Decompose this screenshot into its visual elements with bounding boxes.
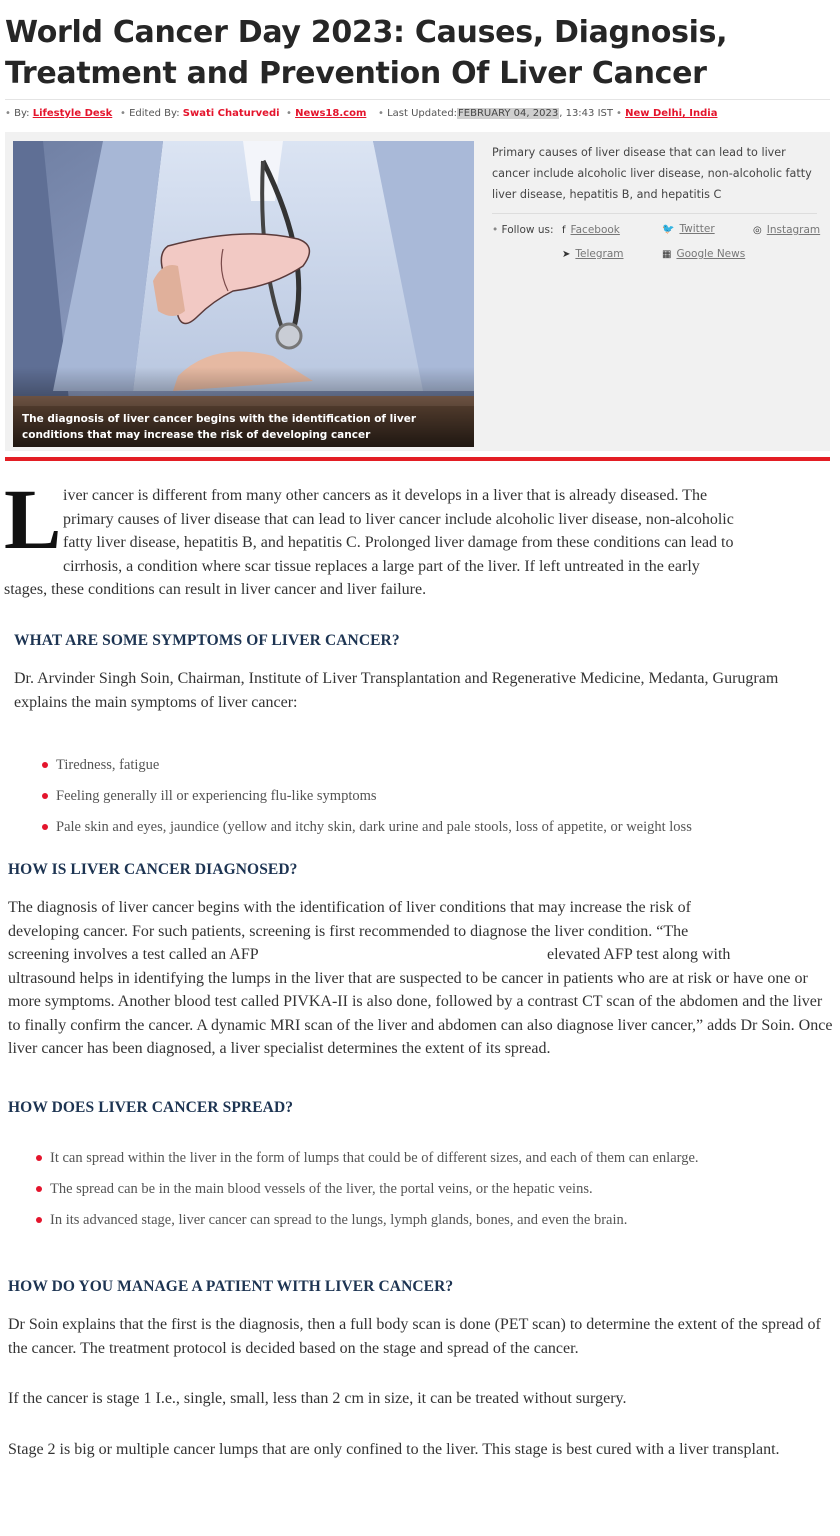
follow-label-wrap: • Follow us:: [492, 224, 554, 236]
diagnosis-line-split: [8, 943, 836, 967]
updated-date: FEBRUARY 04, 2023: [458, 108, 559, 119]
twitter-link-wrap: [662, 223, 715, 235]
instagram-link[interactable]: Instagram: [766, 224, 821, 236]
intro-paragraph: [4, 484, 819, 602]
spread-list: [34, 1149, 699, 1242]
instagram-link-wrap: [753, 224, 820, 236]
list-item: In its advanced stage, liver cancer can spread to the lungs, lymph glands, bones, and even the brain.: [34, 1211, 699, 1242]
article-summary: Primary causes of liver disease that can lead to liver cancer include alcoholic liver disease, non-alcoholic fatty liver disease, hepatitis B, and hepatitis C: [492, 146, 812, 201]
editor-name: Swati Chaturvedi: [182, 108, 280, 119]
diagnosis-paragraph: [8, 896, 836, 1061]
intro-line: stages, these conditions can result in liver cancer and liver failure.: [4, 581, 427, 598]
diagnosis-line: The diagnosis of liver cancer begins with the identification of liver conditions that may increase the risk of: [8, 899, 691, 916]
intro-line: iver cancer is different from many other cancers as it develops in a liver that is already diseased. The: [63, 487, 708, 504]
hero-block: [5, 132, 830, 451]
drop-cap: L: [4, 471, 62, 567]
image-caption: The diagnosis of liver cancer begins with the identification of liver conditions that may increase the risk of developing cancer: [22, 413, 416, 441]
google-news-link-wrap: [662, 248, 745, 260]
list-item: It can spread within the liver in the form of lumps that could be of different sizes, and each of them can enlarge.: [34, 1149, 699, 1180]
manage-heading: HOW DO YOU MANAGE A PATIENT WITH LIVER CANCER?: [8, 1278, 454, 1295]
diagnosis-rest: ultrasound helps in identifying the lumps in the liver that are suspected to be cancer in patients who are at risk or have one or more symptoms. Another blood test called PIVKA-II is also done, followed by a contrast CT scan of the abdomen and the liver to finally confirm the cancer. A dynamic MRI scan of the liver and abdomen can also diagnose liver cancer,” adds Dr Soin. Once liver cancer has been diagnosed, a liver specialist determines the extent of its spread.: [8, 969, 833, 1057]
updated-byline: • Last Updated:FEBRUARY 04, 2023, 13:43 IST: [378, 108, 613, 119]
symptoms-intro: Dr. Arvinder Singh Soin, Chairman, Institute of Liver Transplantation and Regenerative Medicine, Medanta, Gurugram explains the main symptoms of liver cancer:: [14, 670, 779, 711]
author-link[interactable]: Lifestyle Desk: [32, 108, 113, 119]
facebook-link-wrap: [562, 224, 620, 236]
summary-panel: [492, 142, 822, 270]
telegram-icon: ➤: [562, 249, 571, 260]
author-byline: • By: Lifestyle Desk: [5, 108, 113, 119]
spread-heading: HOW DOES LIVER CANCER SPREAD?: [8, 1099, 294, 1116]
diagnosis-line-part: screening involves a test called an AFP: [8, 946, 259, 963]
follow-us: [492, 220, 822, 270]
editor-byline: • Edited By: Swati Chaturvedi: [120, 108, 280, 119]
location-link[interactable]: New Delhi, India: [625, 108, 718, 119]
intro-line: cirrhosis, a condition where scar tissue replaces a large part of the liver. If left untreated in the early: [63, 557, 700, 575]
google-news-link[interactable]: Google News: [676, 248, 746, 260]
facebook-icon: f: [562, 225, 566, 236]
google-news-icon: ▦: [662, 249, 672, 260]
list-item: Feeling generally ill or experiencing flu-like symptoms: [40, 787, 692, 818]
source-link[interactable]: News18.com: [295, 108, 367, 119]
list-item: Pale skin and eyes, jaundice (yellow and itchy skin, dark urine and pale stools, loss of appetite, or weight loss: [40, 818, 692, 849]
symptoms-heading: WHAT ARE SOME SYMPTOMS OF LIVER CANCER?: [14, 632, 400, 649]
title-divider: [5, 99, 830, 100]
intro-line: primary causes of liver disease that can lead to liver cancer include alcoholic liver disease, non-alcoholic: [63, 510, 734, 528]
article-title: World Cancer Day 2023: Causes, Diagnosis, Treatment and Prevention Of Liver Cancer: [5, 15, 728, 91]
manage-paragraph-2: If the cancer is stage 1 I.e., single, small, less than 2 cm in size, it can be treated without surgery.: [8, 1390, 627, 1407]
source-byline: • News18.com: [286, 108, 367, 119]
follow-label: Follow us:: [501, 224, 554, 236]
twitter-icon: 🐦: [662, 224, 675, 235]
telegram-link-wrap: [562, 248, 624, 260]
manage-paragraph-1: Dr Soin explains that the first is the diagnosis, then a full body scan is done (PET scan) to determine the extent of the spread of the cancer. The treatment protocol is decided based on the stage and spread of the cancer.: [8, 1316, 821, 1357]
accent-divider: [5, 457, 830, 461]
list-item: The spread can be in the main blood vessels of the liver, the portal veins, or the hepatic veins.: [34, 1180, 699, 1211]
diagnosis-line-part: elevated AFP test along with: [547, 946, 731, 963]
instagram-icon: ◎: [753, 225, 762, 236]
diagnosis-heading: HOW IS LIVER CANCER DIAGNOSED?: [8, 861, 298, 878]
by-label: By:: [14, 108, 30, 119]
updated-time: , 13:43 IST: [559, 108, 613, 119]
telegram-link[interactable]: Telegram: [575, 248, 624, 260]
summary-divider: [492, 213, 817, 214]
list-item: Tiredness, fatigue: [40, 756, 692, 787]
intro-line: fatty liver disease, hepatitis B, and hepatitis C. Prolonged liver damage from these conditions can lead to: [63, 534, 734, 551]
symptoms-list: [40, 756, 692, 849]
doctor-holding-liver-illustration: [13, 141, 474, 447]
hero-image: [13, 141, 474, 447]
facebook-link[interactable]: Facebook: [570, 224, 620, 236]
edited-label: Edited By:: [129, 108, 180, 119]
manage-paragraph-3: Stage 2 is big or multiple cancer lumps that are only confined to the liver. This stage is best cured with a liver transplant.: [8, 1441, 780, 1458]
diagnosis-line: developing cancer. For such patients, screening is first recommended to diagnose the liver condition. “The: [8, 922, 689, 940]
location-byline: • New Delhi, India: [616, 108, 718, 119]
updated-label: Last Updated:: [387, 108, 458, 119]
twitter-link[interactable]: Twitter: [679, 223, 715, 235]
